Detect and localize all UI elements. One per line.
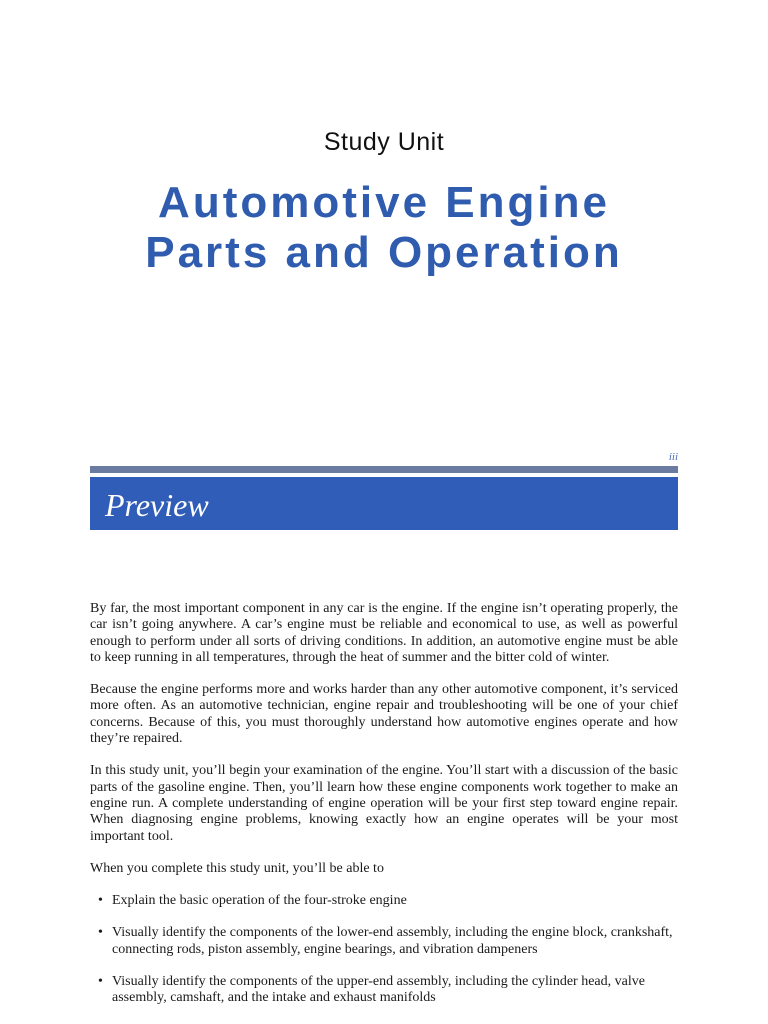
bullet-icon: • <box>98 925 103 941</box>
section-banner <box>90 477 678 530</box>
document-title <box>0 178 768 278</box>
paragraph: Because the engine performs more and works harder than any other automotive component, it’s serviced more often. As an automotive technician, engine repair and troubleshooting will be one of your chief concerns. Because of this, you must thoroughly understand how automotive engines operate and how they’re repaired. <box>90 682 678 747</box>
paragraph: In this study unit, you’ll begin your examination of the engine. You’ll start with a discussion of the basic parts of the gasoline engine. Then, you’ll learn how these engine components work together to make an engine run. A complete understanding of engine operation will be your first step toward engine repair. When diagnosing engine problems, knowing exactly how an engine operates will be your most important tool. <box>90 763 678 844</box>
title-line-2: Parts and Operation <box>145 228 623 277</box>
list-item <box>90 893 678 909</box>
section-divider <box>90 466 678 473</box>
objectives-list <box>90 893 678 1006</box>
body-content <box>90 601 678 1023</box>
list-item <box>90 925 678 958</box>
objectives-intro: When you complete this study unit, you’ll be able to <box>90 860 384 876</box>
bullet-icon: • <box>98 974 103 990</box>
section-heading: Preview <box>105 487 209 523</box>
study-unit-label: Study Unit <box>323 128 445 156</box>
page-number: iii <box>668 451 678 463</box>
bullet-icon: • <box>98 893 103 909</box>
title-line-1: Automotive Engine <box>158 178 610 227</box>
paragraph: By far, the most important component in any car is the engine. If the engine isn’t operating properly, the car isn’t going anywhere. A car’s engine must be reliable and economical to use, as well as powerful enough to perform under all sorts of driving conditions. In addition, an automotive engine must be able to keep running in all temperatures, through the heat of summer and the bitter cold of winter. <box>90 601 678 665</box>
list-item-text: Explain the basic operation of the four-stroke engine <box>112 893 407 909</box>
list-item-text: Visually identify the components of the lower-end assembly, including the engine block, crankshaft, connecting rods, piston assembly, engine bearings, and vibration dampeners <box>112 925 673 957</box>
list-item-text: Visually identify the components of the upper-end assembly, including the cylinder head, valve assembly, camshaft, and the intake and exhaust manifolds <box>112 974 645 1006</box>
list-item <box>90 974 678 1007</box>
